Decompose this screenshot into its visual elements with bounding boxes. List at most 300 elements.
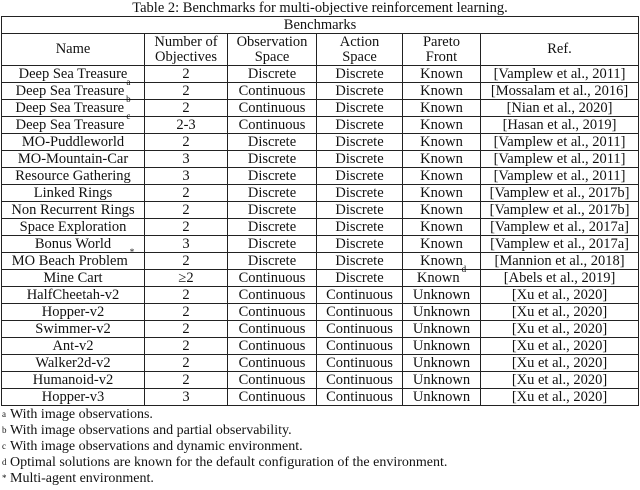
cell-observation-space xyxy=(228,185,317,202)
cell-name-text: Swimmer-v2 xyxy=(35,320,111,337)
column-header-line2: Objectives xyxy=(154,48,217,65)
cell-observation-space-text: Discrete xyxy=(247,150,297,167)
cell-ref-text: [Xu et al., 2020] xyxy=(511,320,608,337)
table-row xyxy=(2,168,639,185)
cell-objectives xyxy=(145,287,228,304)
cell-pareto-front xyxy=(403,287,481,304)
cell-name-text: Ant-v2 xyxy=(52,337,94,354)
table-row xyxy=(2,304,639,321)
table-row xyxy=(2,100,639,117)
cell-ref xyxy=(481,66,639,83)
cell-observation-space xyxy=(228,100,317,117)
cell-objectives-text: 3 xyxy=(182,150,190,167)
cell-ref-text: [Vamplew et al., 2011] xyxy=(493,65,626,82)
cell-pareto-front xyxy=(403,321,481,338)
cell-pareto-front xyxy=(403,236,481,253)
cell-pareto-front-text: Known xyxy=(420,252,463,269)
cell-pareto-front-text: Known xyxy=(420,184,463,201)
table-row xyxy=(2,287,639,304)
table-row xyxy=(2,83,639,100)
cell-observation-space-text: Discrete xyxy=(247,235,297,252)
cell-pareto-front-text: Known xyxy=(416,269,460,286)
cell-observation-space-text: Continuous xyxy=(238,269,306,286)
cell-name-text: MO-Puddleworld xyxy=(21,133,125,150)
cell-ref-text: [Xu et al., 2020] xyxy=(511,371,608,388)
cell-observation-space-text: Continuous xyxy=(238,388,306,405)
cell-ref xyxy=(481,134,639,151)
cell-ref xyxy=(481,83,639,100)
cell-ref-text: [Nian et al., 2020] xyxy=(506,99,613,116)
footnote-text: Optimal solutions are known for the default configuration of the environment. xyxy=(10,455,448,470)
cell-objectives-text: 2 xyxy=(182,286,190,303)
cell-objectives xyxy=(145,304,228,321)
cell-ref xyxy=(481,372,639,389)
cell-objectives-text: 2 xyxy=(182,65,190,82)
cell-observation-space xyxy=(228,236,317,253)
cell-ref xyxy=(481,185,639,202)
cell-action-space-text: Discrete xyxy=(335,99,384,116)
table-body xyxy=(2,66,639,406)
column-header-line1: Pareto xyxy=(422,33,461,50)
column-header-line1: Action xyxy=(339,33,380,50)
cell-ref xyxy=(481,253,639,270)
cell-observation-space xyxy=(228,219,317,236)
cell-ref-text: [Xu et al., 2020] xyxy=(511,354,608,371)
cell-ref-text: [Vamplew et al., 2011] xyxy=(493,167,626,184)
footnote-mark: * xyxy=(2,473,7,483)
cell-objectives xyxy=(145,236,228,253)
cell-pareto-front-text: Unknown xyxy=(412,320,471,337)
footnote-text: With image observations. xyxy=(10,407,153,422)
cell-action-space-text: Discrete xyxy=(335,218,384,235)
cell-action-space-text: Continuous xyxy=(326,371,393,388)
cell-action-space xyxy=(317,304,403,321)
cell-objectives-text: 2 xyxy=(182,218,190,235)
cell-name xyxy=(2,355,145,372)
cell-name-text: Deep Sea Treasure xyxy=(15,99,125,116)
cell-objectives-text: 2 xyxy=(182,354,190,371)
cell-name-text: MO Beach Problem xyxy=(11,252,128,269)
cell-observation-space xyxy=(228,253,317,270)
group-header-row xyxy=(2,17,639,34)
footnote xyxy=(2,471,638,487)
cell-pareto-front xyxy=(403,83,481,100)
cell-pareto-front-text: Unknown xyxy=(412,388,471,405)
cell-objectives-text: 3 xyxy=(182,235,190,252)
cell-observation-space-text: Discrete xyxy=(247,252,297,269)
table-row xyxy=(2,253,639,270)
cell-objectives-text: ≥2 xyxy=(178,269,194,286)
cell-action-space xyxy=(317,185,403,202)
cell-action-space-text: Continuous xyxy=(326,337,393,354)
cell-action-space xyxy=(317,389,403,406)
cell-observation-space-text: Continuous xyxy=(238,371,306,388)
cell-pareto-front-text: Unknown xyxy=(412,354,471,371)
column-header-line1: Number of xyxy=(154,33,218,50)
cell-pareto-front xyxy=(403,355,481,372)
cell-action-space-text: Continuous xyxy=(326,320,393,337)
cell-action-space xyxy=(317,202,403,219)
column-header-line2: Space xyxy=(342,48,377,65)
cell-objectives-text: 2 xyxy=(182,99,190,116)
benchmarks-table xyxy=(1,16,639,406)
footnote xyxy=(2,455,638,471)
cell-pareto-front xyxy=(403,389,481,406)
cell-objectives xyxy=(145,66,228,83)
cell-name-text: HalfCheetah-v2 xyxy=(26,286,120,303)
cell-observation-space-text: Continuous xyxy=(238,99,306,116)
cell-objectives-text: 2 xyxy=(182,371,190,388)
cell-objectives xyxy=(145,100,228,117)
cell-name-text: Non Recurrent Rings xyxy=(11,201,135,218)
footnote xyxy=(2,439,638,455)
cell-pareto-front xyxy=(403,372,481,389)
cell-action-space-text: Continuous xyxy=(326,303,393,320)
cell-name-text: Humanoid-v2 xyxy=(32,371,114,388)
table-row xyxy=(2,389,639,406)
cell-pareto-front xyxy=(403,219,481,236)
cell-ref xyxy=(481,355,639,372)
cell-objectives xyxy=(145,253,228,270)
cell-objectives-text: 2 xyxy=(182,252,190,269)
cell-name xyxy=(2,93,145,117)
cell-action-space xyxy=(317,355,403,372)
cell-pareto-front-text: Known xyxy=(420,99,463,116)
cell-action-space-text: Discrete xyxy=(335,269,384,286)
cell-action-space-text: Discrete xyxy=(335,116,384,133)
cell-ref xyxy=(481,389,639,406)
column-header-action-space xyxy=(317,34,403,66)
footnote-marker: b xyxy=(126,93,131,104)
cell-action-space-text: Discrete xyxy=(335,201,384,218)
cell-ref xyxy=(481,117,639,134)
cell-objectives xyxy=(145,321,228,338)
cell-pareto-front xyxy=(403,117,481,134)
cell-action-space xyxy=(317,270,403,287)
cell-name xyxy=(2,185,145,202)
cell-name xyxy=(2,134,145,151)
cell-observation-space xyxy=(228,168,317,185)
cell-observation-space xyxy=(228,134,317,151)
cell-ref xyxy=(481,151,639,168)
column-header-objectives xyxy=(145,34,228,66)
cell-name xyxy=(2,372,145,389)
cell-pareto-front-text: Known xyxy=(420,201,463,218)
cell-objectives xyxy=(145,389,228,406)
cell-ref xyxy=(481,219,639,236)
cell-pareto-front xyxy=(403,304,481,321)
cell-observation-space-text: Discrete xyxy=(247,167,297,184)
cell-pareto-front-text: Known xyxy=(420,133,463,150)
table-row xyxy=(2,372,639,389)
cell-name-text: Linked Rings xyxy=(33,184,113,201)
footnote xyxy=(2,423,638,439)
table-row xyxy=(2,185,639,202)
cell-objectives xyxy=(145,270,228,287)
cell-observation-space xyxy=(228,151,317,168)
cell-ref xyxy=(481,304,639,321)
cell-objectives xyxy=(145,355,228,372)
cell-name-text: Bonus World xyxy=(34,235,112,252)
footnote-marker: c xyxy=(126,110,131,121)
cell-observation-space xyxy=(228,117,317,134)
cell-pareto-front-text: Unknown xyxy=(412,371,471,388)
cell-pareto-front xyxy=(403,253,481,270)
column-header-observation-space xyxy=(228,34,317,66)
table-row xyxy=(2,355,639,372)
cell-ref-text: [Mossalam et al., 2016] xyxy=(490,82,629,99)
footnote-mark: d xyxy=(2,457,7,467)
cell-observation-space xyxy=(228,372,317,389)
footnote-text: Multi-agent environment. xyxy=(10,471,154,486)
column-header-line1: Observation xyxy=(236,33,308,50)
cell-action-space xyxy=(317,168,403,185)
cell-ref xyxy=(481,287,639,304)
cell-observation-space xyxy=(228,304,317,321)
cell-pareto-front xyxy=(403,100,481,117)
cell-action-space-text: Discrete xyxy=(335,150,384,167)
cell-action-space xyxy=(317,83,403,100)
cell-ref-text: [Xu et al., 2020] xyxy=(511,286,608,303)
cell-objectives-text: 2 xyxy=(182,320,190,337)
cell-name-text: Mine Cart xyxy=(43,269,103,286)
footnote xyxy=(2,407,638,423)
cell-action-space-text: Discrete xyxy=(335,235,384,252)
cell-ref-text: [Vamplew et al., 2017a] xyxy=(490,235,629,252)
cell-ref-text: [Vamplew et al., 2017b] xyxy=(489,184,630,201)
table-row xyxy=(2,117,639,134)
footnote-marker: d xyxy=(461,263,467,274)
cell-name xyxy=(2,202,145,219)
cell-name xyxy=(2,338,145,355)
cell-objectives xyxy=(145,151,228,168)
cell-pareto-front-text: Unknown xyxy=(412,303,471,320)
cell-name xyxy=(2,66,145,83)
footnote-text: With image observations and partial observability. xyxy=(10,423,292,438)
cell-pareto-front-text: Known xyxy=(420,150,463,167)
cell-pareto-front xyxy=(403,66,481,83)
cell-action-space xyxy=(317,117,403,134)
cell-observation-space xyxy=(228,389,317,406)
cell-name xyxy=(2,270,145,287)
table-row xyxy=(2,338,639,355)
cell-name xyxy=(2,287,145,304)
cell-name xyxy=(2,321,145,338)
cell-observation-space-text: Continuous xyxy=(238,354,306,371)
column-header-name xyxy=(2,34,145,66)
cell-observation-space-text: Continuous xyxy=(238,303,306,320)
cell-action-space-text: Continuous xyxy=(326,388,393,405)
cell-observation-space xyxy=(228,83,317,100)
cell-action-space-text: Discrete xyxy=(335,65,384,82)
cell-name-text: Resource Gathering xyxy=(15,167,131,184)
table-row xyxy=(2,66,639,83)
column-header-line2: Space xyxy=(254,48,290,65)
cell-observation-space xyxy=(228,202,317,219)
cell-objectives xyxy=(145,219,228,236)
footnote-mark: a xyxy=(2,409,6,419)
cell-ref-text: [Xu et al., 2020] xyxy=(511,303,608,320)
cell-ref xyxy=(481,168,639,185)
table-row xyxy=(2,151,639,168)
column-header-row xyxy=(2,34,639,66)
cell-action-space xyxy=(317,253,403,270)
cell-observation-space xyxy=(228,287,317,304)
cell-action-space xyxy=(317,287,403,304)
cell-action-space xyxy=(317,372,403,389)
cell-observation-space-text: Continuous xyxy=(238,337,306,354)
cell-objectives-text: 2 xyxy=(182,201,190,218)
cell-pareto-front xyxy=(403,134,481,151)
cell-action-space xyxy=(317,338,403,355)
cell-ref-text: [Xu et al., 2020] xyxy=(511,388,608,405)
column-header-ref xyxy=(481,34,639,66)
cell-observation-space-text: Discrete xyxy=(247,201,297,218)
cell-name-text: Deep Sea Treasure xyxy=(15,116,125,133)
cell-action-space xyxy=(317,236,403,253)
cell-observation-space-text: Discrete xyxy=(247,184,297,201)
footnote-marker: * xyxy=(129,246,135,257)
cell-action-space xyxy=(317,100,403,117)
cell-objectives-text: 3 xyxy=(182,167,190,184)
footnotes xyxy=(2,407,638,487)
cell-action-space xyxy=(317,321,403,338)
cell-name xyxy=(2,168,145,185)
table-row xyxy=(2,219,639,236)
cell-pareto-front-text: Known xyxy=(420,167,463,184)
cell-objectives-text: 2 xyxy=(182,184,190,201)
cell-ref-text: [Mannion et al., 2018] xyxy=(494,252,625,269)
cell-objectives-text: 2 xyxy=(182,303,190,320)
footnote-mark: c xyxy=(2,441,6,451)
cell-pareto-front xyxy=(403,185,481,202)
cell-observation-space xyxy=(228,66,317,83)
cell-objectives-text: 2-3 xyxy=(176,116,196,133)
cell-name-text: Hopper-v3 xyxy=(41,388,105,405)
cell-observation-space-text: Discrete xyxy=(247,218,297,235)
column-header-pareto-front xyxy=(403,34,481,66)
cell-pareto-front xyxy=(403,338,481,355)
column-header-line2: Front xyxy=(425,48,458,65)
cell-name xyxy=(2,110,145,134)
cell-name xyxy=(2,76,145,100)
cell-pareto-front-text: Known xyxy=(420,218,463,235)
cell-pareto-front xyxy=(403,151,481,168)
cell-ref xyxy=(481,270,639,287)
cell-ref-text: [Vamplew et al., 2017a] xyxy=(490,218,629,235)
cell-ref-text: [Vamplew et al., 2017b] xyxy=(489,201,630,218)
cell-action-space-text: Discrete xyxy=(335,82,384,99)
cell-name xyxy=(2,389,145,406)
cell-ref xyxy=(481,100,639,117)
cell-name xyxy=(2,151,145,168)
cell-pareto-front xyxy=(403,263,481,287)
cell-observation-space xyxy=(228,270,317,287)
cell-action-space-text: Discrete xyxy=(335,133,384,150)
column-header-ref-label: Ref. xyxy=(547,41,572,57)
cell-pareto-front xyxy=(403,202,481,219)
cell-name xyxy=(2,219,145,236)
cell-objectives xyxy=(145,117,228,134)
cell-action-space xyxy=(317,219,403,236)
cell-ref-text: [Vamplew et al., 2011] xyxy=(493,133,626,150)
cell-action-space-text: Continuous xyxy=(326,354,393,371)
cell-pareto-front-text: Unknown xyxy=(412,286,471,303)
cell-pareto-front xyxy=(403,168,481,185)
cell-pareto-front-text: Known xyxy=(420,116,463,133)
cell-action-space-text: Continuous xyxy=(326,286,393,303)
cell-ref xyxy=(481,338,639,355)
cell-observation-space xyxy=(228,321,317,338)
cell-objectives-text: 3 xyxy=(182,388,190,405)
cell-name xyxy=(2,236,145,253)
footnote-marker: a xyxy=(126,76,131,87)
cell-name-text: MO-Mountain-Car xyxy=(17,150,129,167)
table-row xyxy=(2,236,639,253)
cell-pareto-front-text: Known xyxy=(420,235,463,252)
cell-observation-space xyxy=(228,338,317,355)
table-caption: Table 2: Benchmarks for multi-objective reinforcement learning. xyxy=(132,0,508,16)
cell-observation-space-text: Continuous xyxy=(238,286,306,303)
cell-action-space xyxy=(317,66,403,83)
cell-action-space xyxy=(317,134,403,151)
cell-name-text: Deep Sea Treasure xyxy=(18,65,128,82)
cell-objectives-text: 2 xyxy=(182,82,190,99)
cell-objectives xyxy=(145,185,228,202)
table-row xyxy=(2,321,639,338)
cell-ref-text: [Xu et al., 2020] xyxy=(511,337,608,354)
cell-action-space-text: Discrete xyxy=(335,252,384,269)
cell-objectives xyxy=(145,202,228,219)
cell-ref xyxy=(481,236,639,253)
cell-ref-text: [Vamplew et al., 2011] xyxy=(493,150,626,167)
footnote-mark: b xyxy=(2,425,7,435)
group-header-benchmarks: Benchmarks xyxy=(2,17,639,34)
cell-objectives-text: 2 xyxy=(182,337,190,354)
table-row xyxy=(2,202,639,219)
cell-name-text: Walker2d-v2 xyxy=(35,354,111,371)
cell-name-text: Hopper-v2 xyxy=(41,303,105,320)
cell-observation-space-text: Continuous xyxy=(238,116,306,133)
cell-objectives-text: 2 xyxy=(182,133,190,150)
cell-observation-space-text: Discrete xyxy=(247,133,297,150)
cell-action-space-text: Discrete xyxy=(335,167,384,184)
cell-observation-space-text: Discrete xyxy=(247,65,297,82)
cell-name-text: Deep Sea Treasure xyxy=(15,82,125,99)
cell-objectives xyxy=(145,134,228,151)
cell-objectives xyxy=(145,372,228,389)
cell-objectives xyxy=(145,83,228,100)
cell-ref-text: [Hasan et al., 2019] xyxy=(502,116,617,133)
cell-ref-text: [Abels et al., 2019] xyxy=(503,269,616,286)
cell-observation-space-text: Continuous xyxy=(238,320,306,337)
cell-pareto-front-text: Unknown xyxy=(412,337,471,354)
cell-pareto-front-text: Known xyxy=(420,65,463,82)
column-header-name-label: Name xyxy=(55,41,91,57)
cell-observation-space xyxy=(228,355,317,372)
table-row xyxy=(2,134,639,151)
cell-pareto-front-text: Known xyxy=(420,82,463,99)
footnote-text: With image observations and dynamic environment. xyxy=(10,439,303,454)
cell-objectives xyxy=(145,338,228,355)
table-row xyxy=(2,270,639,287)
cell-observation-space-text: Continuous xyxy=(238,82,306,99)
cell-action-space-text: Discrete xyxy=(335,184,384,201)
cell-ref xyxy=(481,202,639,219)
cell-name-text: Space Exploration xyxy=(19,218,127,235)
cell-objectives xyxy=(145,168,228,185)
cell-name xyxy=(2,246,145,270)
